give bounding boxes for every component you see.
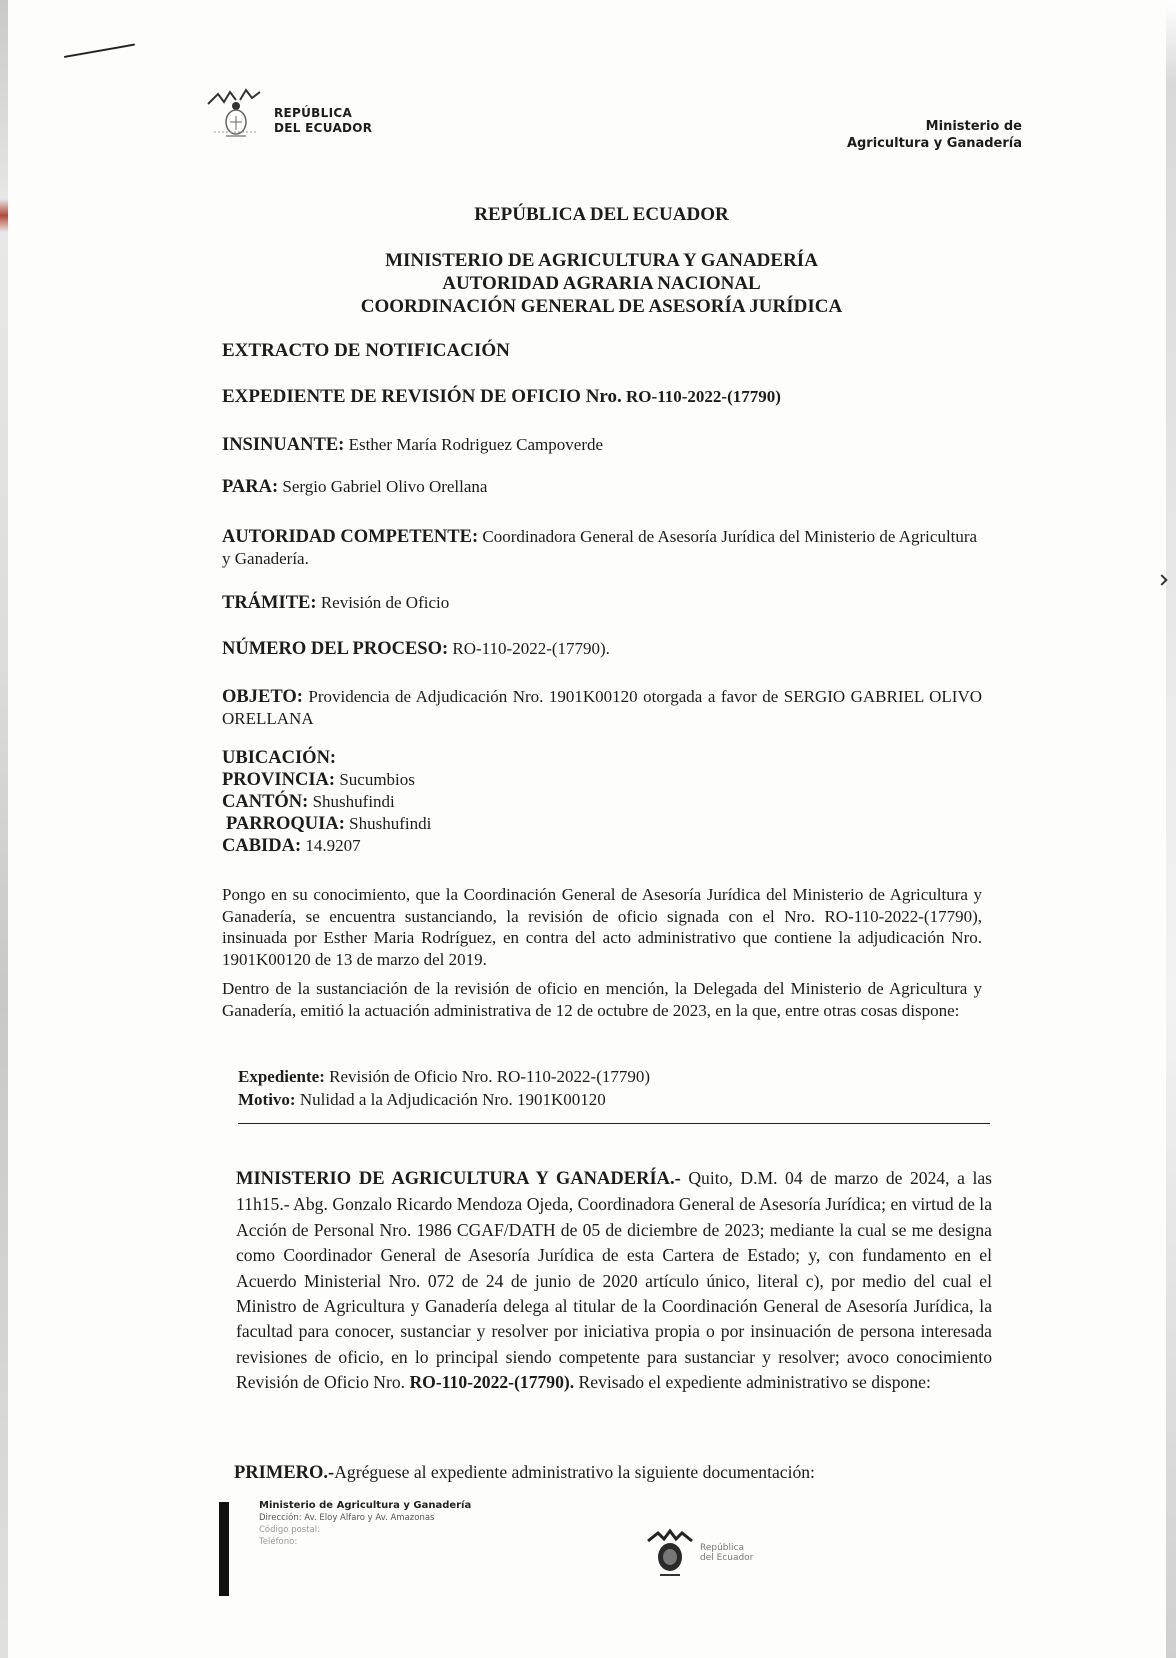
autoridad-label: AUTORIDAD COMPETENTE: (222, 527, 479, 547)
primero-paragraph (234, 1460, 990, 1486)
footer-address: Dirección: Av. Eloy Alfaro y Av. Amazonas (259, 1513, 435, 1523)
footer-postal: Código postal: (259, 1525, 320, 1535)
motivo-label: Motivo: (238, 1090, 296, 1109)
provincia-row (222, 769, 982, 791)
canton-value: Shushufindi (312, 792, 395, 811)
expediente-value: Revisión de Oficio Nro. RO-110-2022-(17790) (329, 1067, 651, 1086)
autoridad-value: Coordinadora General de Asesoría Jurídica del Ministerio de Agricultura y Ganadería. (222, 527, 978, 568)
field-insinuante (222, 434, 982, 456)
document-subtitles (0, 249, 1176, 318)
footer-info (259, 1500, 471, 1548)
expediente-box (238, 1065, 988, 1111)
tramite-label: TRÁMITE: (222, 593, 317, 613)
pen-mark (64, 44, 135, 58)
body-paragraph-2: Dentro de la sustanciación de la revisión de oficio en mención, la Delegada del Ministerio de Agricultura y Ganadería, emitió la actuación administrativa de 12 de octubre de 2023, en la que, entre otras cosas dispone: (222, 979, 982, 1020)
resolution-text: Quito, D.M. 04 de marzo de 2024, a las 11h15.- Abg. Gonzalo Ricardo Mendoza Ojeda, Coordinadora General de Asesoría Jurídica; en virtud de la Acción de Personal Nro. 1986 CGAF/DATH de 05 de diciembre de 2023; mediante la cual se me designa como Coordinador General de Asesoría Jurídica de esta Cartera de Estado; y, con fundamento en el Acuerdo Ministerial Nro. 072 de 24 de junio de 2020 artículo único, literal c), por medio del cual el Ministro de Agricultura y Ganadería delega al titular de la Coordinación General de Asesoría Jurídica, la facultad para conocer, sustanciar y resolver por iniciativa propia o por insinuación de persona interesada revisiones de oficio, en lo principal siendo competente para sustanciar y resolver; avoco conocimiento Revisión de Oficio Nro. (236, 1168, 992, 1393)
tramite-value: Revisión de Oficio (320, 593, 450, 612)
expediente-heading-value: RO-110-2022-(17790) (626, 387, 781, 406)
ministry-header (847, 118, 1022, 152)
canton-row (222, 791, 982, 813)
motivo-row (238, 1088, 988, 1111)
primero-label: PRIMERO.- (234, 1463, 335, 1483)
cabida-label: CABIDA: (222, 836, 302, 856)
cabida-row (222, 835, 982, 857)
subtitle-coordination: COORDINACIÓN GENERAL DE ASESORÍA JURÍDICA (360, 296, 843, 317)
objeto-value: Providencia de Adjudicación Nro. 1901K00120 otorgada a favor de SERGIO GABRIEL OLIVO ORELLANA (222, 687, 983, 728)
extract-heading: EXTRACTO DE NOTIFICACIÓN (222, 340, 510, 361)
expediente-row (238, 1065, 988, 1088)
logo-line-2: DEL ECUADOR (274, 121, 373, 135)
canton-label: CANTÓN: (222, 792, 309, 812)
footer-logo-line-1: República (700, 1543, 744, 1553)
resolution-lead: MINISTERIO DE AGRICULTURA Y GANADERÍA.- (236, 1169, 681, 1189)
provincia-value: Sucumbios (339, 770, 415, 789)
field-objeto (222, 686, 982, 729)
footer-coat-of-arms-icon (642, 1525, 698, 1581)
field-tramite (222, 592, 982, 614)
provincia-label: PROVINCIA: (222, 770, 336, 790)
parroquia-row (222, 813, 982, 835)
parroquia-label: PARROQUIA: (226, 814, 345, 834)
field-autoridad (222, 526, 982, 569)
logo-line-1: REPÚBLICA (274, 106, 353, 120)
para-value: Sergio Gabriel Olivo Orellana (282, 477, 488, 496)
expediente-label: Expediente: (238, 1067, 325, 1086)
resolution-ref: RO-110-2022-(17790). (409, 1372, 575, 1393)
subtitle-authority: AUTORIDAD AGRARIA NACIONAL (442, 273, 761, 294)
insinuante-label: INSINUANTE: (222, 435, 345, 455)
ubicacion-heading: UBICACIÓN: (222, 748, 337, 768)
cabida-value: 14.9207 (305, 836, 361, 855)
expediente-heading (222, 386, 982, 407)
ministry-header-line-1: Ministerio de (925, 119, 1022, 134)
resolution-tail: Revisado el expediente administrativo se dispone: (574, 1372, 931, 1393)
footer-phone: Teléfono: (259, 1537, 298, 1547)
footer-logo (642, 1525, 753, 1581)
parroquia-value: Shushufindi (349, 814, 432, 833)
coat-of-arms-icon (200, 86, 272, 144)
numero-label: NÚMERO DEL PROCESO: (222, 639, 449, 659)
motivo-value: Nulidad a la Adjudicación Nro. 1901K00120 (299, 1090, 606, 1109)
resolution-paragraph (236, 1166, 992, 1396)
ubicacion-block (222, 748, 982, 857)
numero-value: RO-110-2022-(17790). (452, 639, 610, 658)
subtitle-ministry: MINISTERIO DE AGRICULTURA Y GANADERÍA (385, 250, 818, 271)
document-title: REPÚBLICA DEL ECUADOR (474, 204, 729, 225)
field-para (222, 476, 982, 498)
divider-line (238, 1123, 990, 1124)
republic-logo (200, 86, 372, 144)
para-label: PARA: (222, 477, 279, 497)
insinuante-value: Esther María Rodriguez Campoverde (348, 435, 604, 454)
footer-bar (219, 1502, 229, 1596)
field-numero (222, 638, 982, 660)
ministry-header-line-2: Agricultura y Ganadería (846, 136, 1022, 151)
expediente-heading-label: EXPEDIENTE DE REVISIÓN DE OFICIO Nro. (222, 386, 622, 407)
objeto-label: OBJETO: (222, 687, 303, 707)
footer-title: Ministerio de Agricultura y Ganadería (259, 1500, 472, 1511)
body-paragraph-1: Pongo en su conocimiento, que la Coordinación General de Asesoría Jurídica del Ministerio de Agricultura y Ganadería, se encuentra sustanciando, la revisión de oficio signada con el Nro. RO-110-2022-(17790), insinuada por Esther Maria Rodríguez, en contra del acto administrativo que contiene la adjudicación Nro. 1901K00120 de 13 de marzo del 2019. (222, 885, 982, 969)
primero-text: Agréguese al expediente administrativo la siguiente documentación: (334, 1462, 815, 1482)
footer-logo-line-2: del Ecuador (700, 1553, 754, 1563)
